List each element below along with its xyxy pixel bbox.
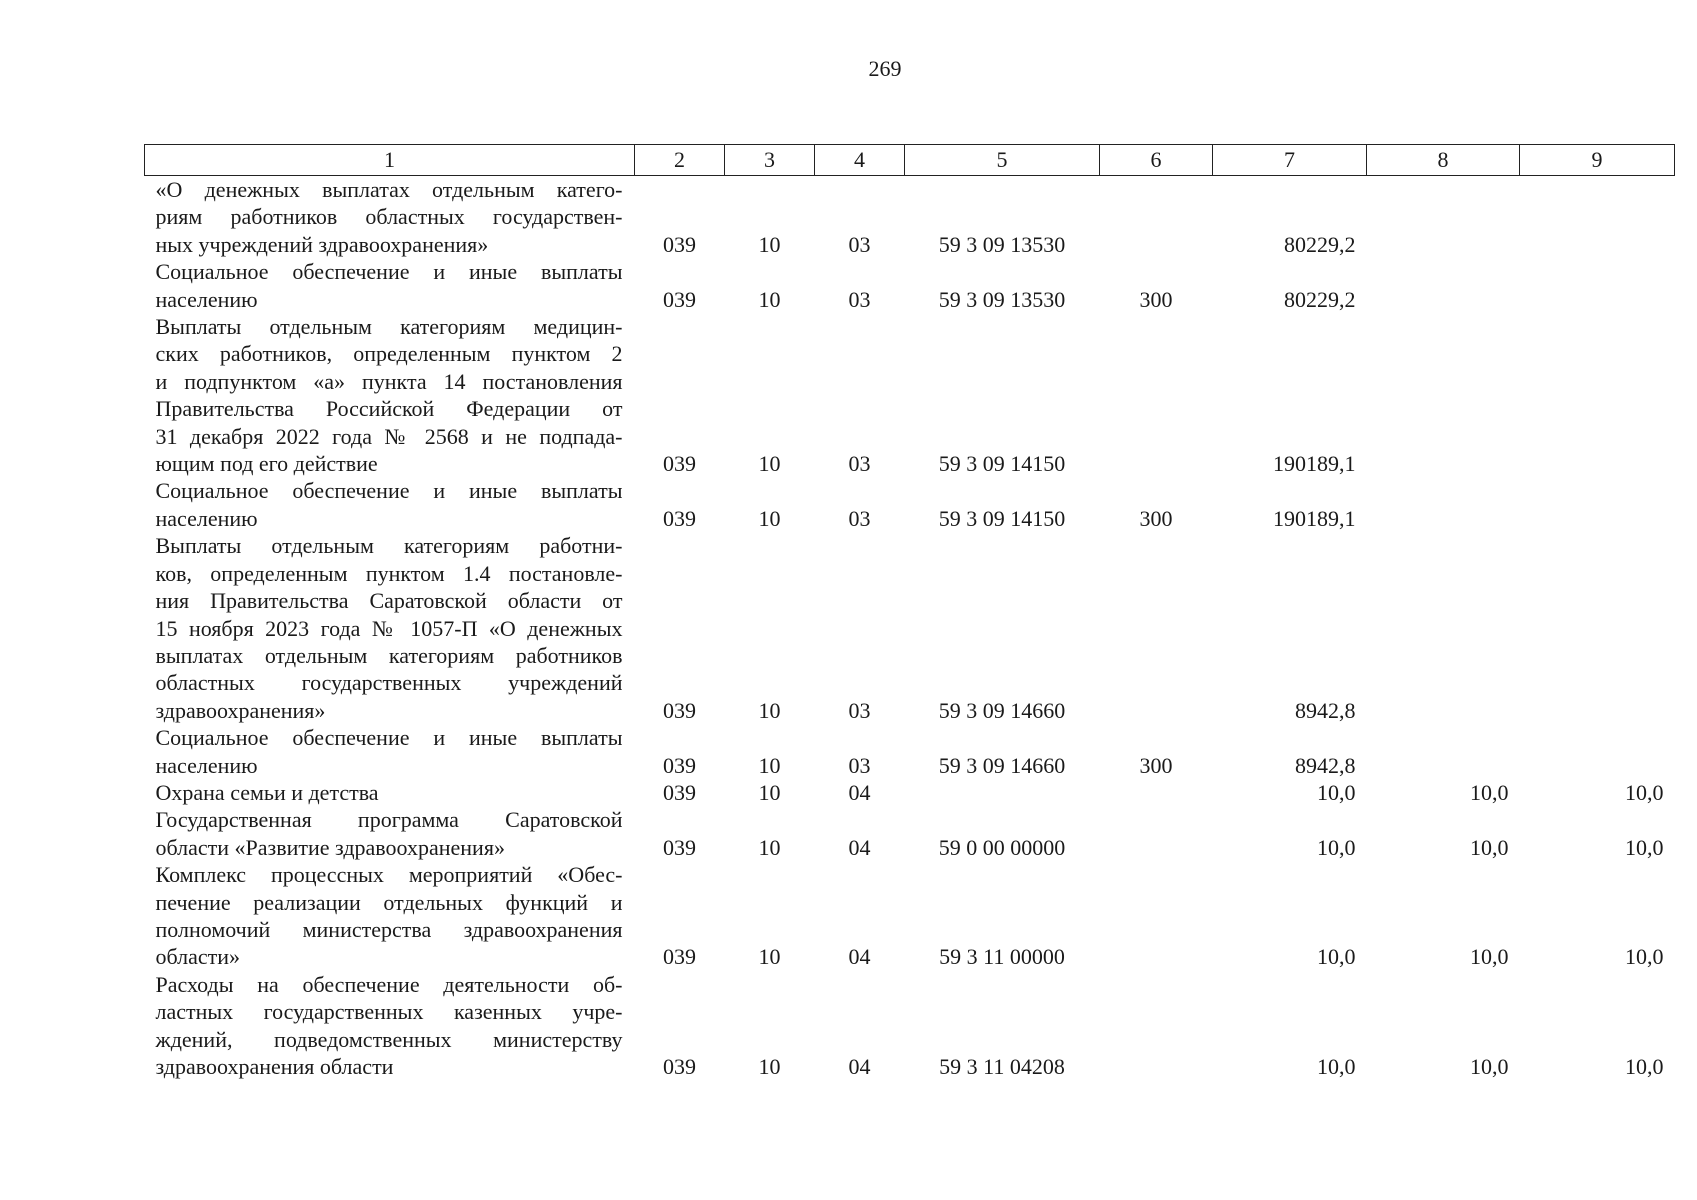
subsection-code-cell: 03 <box>848 286 871 312</box>
column-header: 1 <box>145 145 635 176</box>
grbs-code-cell: 039 <box>663 834 696 860</box>
row-name-line: и подпунктом «а» пункта 14 постановления <box>155 368 623 394</box>
subsection-code-cell: 03 <box>848 451 871 477</box>
column-header: 6 <box>1100 145 1213 176</box>
amount-year-1-cell: 10,0 <box>1317 779 1356 805</box>
target-article-code-cell: 59 3 09 14150 <box>938 505 1066 531</box>
row-name-line: 31 декабря 2022 года № 2568 и не подпада- <box>155 423 623 449</box>
row-name-line: области» <box>155 944 241 970</box>
target-article-code-cell: 59 3 09 14660 <box>938 697 1066 723</box>
amount-year-3-cell: 10,0 <box>1625 944 1664 970</box>
expense-type-code-cell <box>1100 313 1213 477</box>
column-header: 2 <box>635 145 725 176</box>
row-name-line: Охрана семьи и детства <box>155 779 379 805</box>
row-name-line: Правительства Российской Федерации от <box>155 396 623 422</box>
amount-year-2-cell <box>1367 477 1520 532</box>
row-name-line: риям работников областных государствен- <box>155 204 623 230</box>
subsection-code-cell: 04 <box>848 944 871 970</box>
amount-year-2-cell <box>1367 176 1520 259</box>
row-name-line: 15 ноября 2023 года № 1057-П «О денежных <box>155 615 623 641</box>
grbs-code-cell: 039 <box>663 286 696 312</box>
row-name-line: Выплаты отдельным категориям медицин- <box>155 314 623 340</box>
header-row <box>145 145 1675 176</box>
row-name-cell <box>145 176 635 259</box>
section-code-cell: 10 <box>758 1054 781 1079</box>
row-name-line: здравоохранения области <box>155 1054 394 1079</box>
table-row <box>145 313 1675 477</box>
row-name-line: полномочий министерства здравоохранения <box>155 916 623 942</box>
subsection-code-cell: 03 <box>848 752 871 778</box>
amount-year-3-cell <box>1520 313 1675 477</box>
expense-type-code-cell: 300 <box>1139 752 1173 778</box>
table-row <box>145 806 1675 861</box>
expense-type-code-cell <box>1100 971 1213 1081</box>
page-number: 269 <box>868 56 902 81</box>
amount-year-2-cell <box>1367 313 1520 477</box>
section-code-cell: 10 <box>758 779 781 805</box>
row-name-cell <box>145 779 635 806</box>
amount-year-1-cell: 10,0 <box>1317 834 1356 860</box>
amount-year-2-cell <box>1367 724 1520 779</box>
row-name-line: ных учреждений здравоохранения» <box>155 231 489 257</box>
target-article-code-cell: 59 3 09 14150 <box>938 451 1066 477</box>
target-article-code-cell: 59 0 00 00000 <box>938 834 1066 860</box>
amount-year-2-cell <box>1367 258 1520 313</box>
row-name-line: «О денежных выплатах отдельным катего- <box>155 177 623 202</box>
row-name-line: областных государственных учреждений <box>155 670 623 696</box>
column-header: 3 <box>725 145 815 176</box>
subsection-code-cell: 04 <box>848 1054 871 1079</box>
table-row <box>145 532 1675 724</box>
section-code-cell: 10 <box>758 231 781 257</box>
row-name-line: Социальное обеспечение и иные выплаты <box>155 725 623 751</box>
table-row <box>145 779 1675 806</box>
section-code-cell: 10 <box>758 944 781 970</box>
section-code-cell: 10 <box>758 286 781 312</box>
row-name-line: Выплаты отдельным категориям работни- <box>155 533 623 559</box>
table-body <box>145 176 1675 1081</box>
row-name-line: здравоохранения» <box>155 697 326 723</box>
grbs-code-cell: 039 <box>663 505 696 531</box>
target-article-code-cell: 59 3 11 00000 <box>939 944 1065 970</box>
column-header: 5 <box>905 145 1100 176</box>
row-name-line: ния Правительства Саратовской области от <box>155 588 623 614</box>
row-name-line: печение реализации отдельных функций и <box>155 889 623 915</box>
amount-year-1-cell: 190189,1 <box>1273 505 1356 531</box>
section-code-cell: 10 <box>758 505 781 531</box>
row-name-cell <box>145 861 635 971</box>
grbs-code-cell: 039 <box>663 451 696 477</box>
amount-year-1-cell: 190189,1 <box>1273 451 1356 477</box>
row-name-line: населению <box>155 505 258 531</box>
grbs-code-cell: 039 <box>663 752 696 778</box>
grbs-code-cell: 039 <box>663 1054 696 1079</box>
expense-type-code-cell <box>1100 532 1213 724</box>
row-name-line: ющим под его действие <box>155 451 378 477</box>
section-code-cell: 10 <box>758 752 781 778</box>
section-code-cell: 10 <box>758 834 781 860</box>
row-name-line: Социальное обеспечение и иные выплаты <box>155 259 623 285</box>
expense-type-code-cell <box>1100 779 1213 806</box>
row-name-line: ластных государственных казенных учре- <box>155 999 623 1025</box>
amount-year-3-cell: 10,0 <box>1625 1054 1664 1079</box>
expense-type-code-cell <box>1100 861 1213 971</box>
target-article-code-cell: 59 3 09 13530 <box>938 286 1066 312</box>
subsection-code-cell: 03 <box>848 505 871 531</box>
amount-year-3-cell <box>1520 477 1675 532</box>
row-name-cell <box>145 971 635 1081</box>
table-row <box>145 971 1675 1081</box>
row-name-line: населению <box>155 286 258 312</box>
section-code-cell: 10 <box>758 697 781 723</box>
subsection-code-cell: 04 <box>848 834 871 860</box>
section-code-cell: 10 <box>758 451 781 477</box>
table-row <box>145 861 1675 971</box>
row-name-line: Расходы на обеспечение деятельности об- <box>155 971 623 997</box>
table-row <box>145 724 1675 779</box>
row-name-line: населению <box>155 752 258 778</box>
row-name-line: ских работников, определенным пунктом 2 <box>155 341 623 367</box>
grbs-code-cell: 039 <box>663 779 696 805</box>
target-article-code-cell: 59 3 09 14660 <box>938 752 1066 778</box>
amount-year-3-cell <box>1520 724 1675 779</box>
row-name-line: Комплекс процессных мероприятий «Обес- <box>155 862 623 888</box>
expense-type-code-cell <box>1100 176 1213 259</box>
row-name-line: области «Развитие здравоохранения» <box>155 834 505 860</box>
row-name-line: Государственная программа Саратовской <box>155 807 623 833</box>
column-header: 4 <box>815 145 905 176</box>
row-name-cell <box>145 477 635 532</box>
target-article-code-cell: 59 3 11 04208 <box>939 1054 1065 1079</box>
column-header: 7 <box>1213 145 1367 176</box>
amount-year-2-cell: 10,0 <box>1470 1054 1509 1079</box>
amount-year-2-cell: 10,0 <box>1470 779 1509 805</box>
amount-year-2-cell: 10,0 <box>1470 834 1509 860</box>
row-name-line: ков, определенным пунктом 1.4 постановле- <box>155 560 623 586</box>
amount-year-2-cell <box>1367 532 1520 724</box>
grbs-code-cell: 039 <box>663 231 696 257</box>
amount-year-1-cell: 80229,2 <box>1284 231 1356 257</box>
row-name-cell <box>145 313 635 477</box>
row-name-cell <box>145 258 635 313</box>
table-row <box>145 176 1675 259</box>
row-name-line: выплатах отдельным категориям работников <box>155 642 623 668</box>
subsection-code-cell: 03 <box>848 231 871 257</box>
column-header: 8 <box>1367 145 1520 176</box>
subsection-code-cell: 04 <box>848 779 871 805</box>
row-name-line: Социальное обеспечение и иные выплаты <box>155 478 623 504</box>
amount-year-3-cell: 10,0 <box>1625 834 1664 860</box>
amount-year-2-cell: 10,0 <box>1470 944 1509 970</box>
row-name-cell <box>145 532 635 724</box>
amount-year-1-cell: 8942,8 <box>1295 752 1356 778</box>
row-name-cell <box>145 724 635 779</box>
amount-year-3-cell: 10,0 <box>1625 779 1664 805</box>
expense-type-code-cell <box>1100 806 1213 861</box>
column-header: 9 <box>1520 145 1675 176</box>
amount-year-1-cell: 80229,2 <box>1284 286 1356 312</box>
subsection-code-cell: 03 <box>848 697 871 723</box>
amount-year-3-cell <box>1520 176 1675 259</box>
grbs-code-cell: 039 <box>663 697 696 723</box>
target-article-code-cell: 59 3 09 13530 <box>938 231 1066 257</box>
table-row <box>145 258 1675 313</box>
table-row <box>145 477 1675 532</box>
amount-year-1-cell: 10,0 <box>1317 1054 1356 1079</box>
amount-year-3-cell <box>1520 258 1675 313</box>
row-name-cell <box>145 806 635 861</box>
grbs-code-cell: 039 <box>663 944 696 970</box>
expense-type-code-cell: 300 <box>1139 505 1173 531</box>
amount-year-3-cell <box>1520 532 1675 724</box>
target-article-code-cell <box>905 779 1100 806</box>
amount-year-1-cell: 8942,8 <box>1295 697 1356 723</box>
row-name-line: ждений, подведомственных министерству <box>155 1026 623 1052</box>
expense-type-code-cell: 300 <box>1139 286 1173 312</box>
budget-table <box>144 144 1675 1080</box>
amount-year-1-cell: 10,0 <box>1317 944 1356 970</box>
